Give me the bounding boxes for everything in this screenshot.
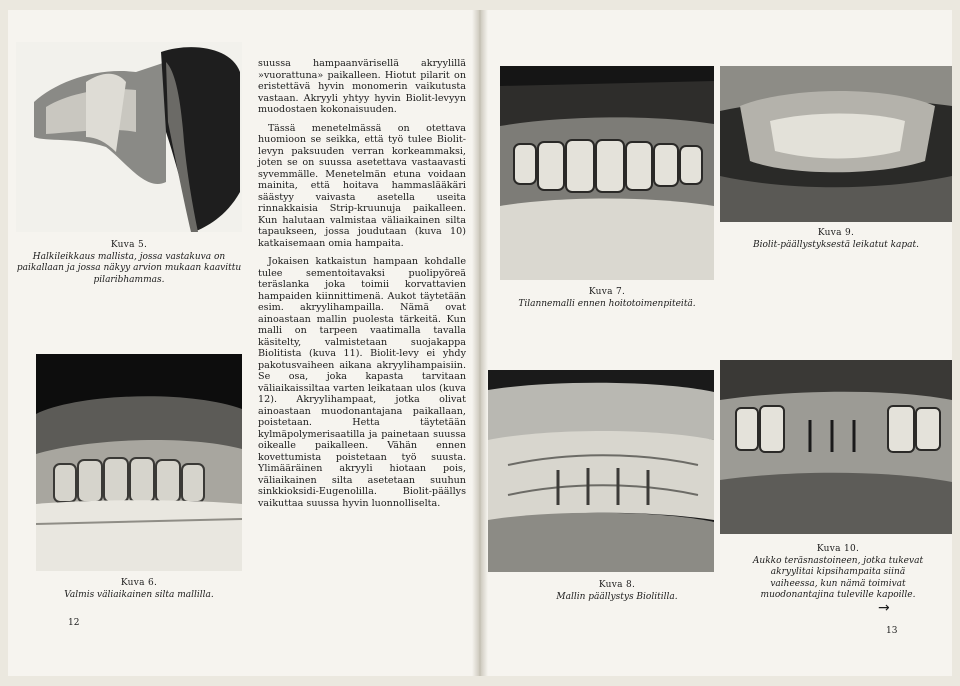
figure-caption-text: Tilannemalli ennen hoitotoimenpiteitä. xyxy=(518,298,696,309)
figure-label: Kuva 6. xyxy=(120,578,158,588)
figure-kuva7-caption xyxy=(500,287,714,310)
figure-label: Kuva 9. xyxy=(817,228,855,238)
figure-caption-text: Biolit-päällystyksestä leikatut kapat. xyxy=(752,239,920,250)
figure-label: Kuva 5. xyxy=(110,240,148,250)
body-paragraph: Jokaisen katkaistun hampaan kohdalle tulee sementoitavaksi puolipyöreä teräslanka joka toimii korvattavien hampaiden kiinnittimenä. Aukot täytetään esim. akryylihampailla. Nämä ovat ainoastaan mallin puolesta tärkeitä. Kun malli on tarpeen vaatimalla tavalla käsitelty, valmistetaan suojakappa Biolitista (kuva 11). Biolit-levy ei yhdy pakotusvaiheen aikana akryylihampaisiin. Se osa, joka kapasta tarvitaan väliaikaissiltaa varten leikataan ulos (kuva 12). Akryylihampaat, jotka olivat ainoastaan muodonantajana paikallaan, poistetaan. Hetta täytetään kylmäpolymerisaatilla ja painetaan suussa oikealle paikalleen. Vähän ennen kovettumista poistetaan työ suusta. Ylimääräinen akryyli hiotaan pois, väliaikainen silta asetetaan suuhun sinkkioksidi-Eugenolilla. Biolit-päällys vaikuttaa suussa hyvin luonnolliselta. xyxy=(258,256,466,509)
figure-kuva5-caption xyxy=(16,240,242,286)
figure-kuva8-photo xyxy=(488,370,714,572)
figure-kuva10-caption xyxy=(750,544,926,602)
figure-kuva9-caption xyxy=(720,228,952,251)
figure-kuva6-caption xyxy=(36,578,242,601)
body-text-column xyxy=(258,58,466,509)
figure-caption-text: Halkileikkaus mallista, jossa vastakuva on paikallaan ja jossa näkyy arvion mukaan kaavittu pilaribhammas. xyxy=(16,251,242,285)
continue-arrow-icon: → xyxy=(878,600,890,616)
book-gutter xyxy=(472,10,488,676)
figure-kuva7-photo xyxy=(500,66,714,280)
figure-label: Kuva 10. xyxy=(816,544,860,554)
figure-caption-text: Valmis väliaikainen silta mallilla. xyxy=(64,589,214,600)
figure-label: Kuva 7. xyxy=(588,287,626,297)
body-paragraph: suussa hampaanvärisellä akryylillä »vuorattuna» paikalleen. Hiotut pilarit on eristettävä hyvin monomerin vaikutusta vastaan. Akryyli yhtyy hyvin Biolit-levyyn muodostaen kokonaisuuden. xyxy=(258,58,466,115)
figure-kuva8-caption xyxy=(520,580,714,603)
figure-kuva6-photo xyxy=(36,354,242,571)
figure-kuva9-photo xyxy=(720,66,952,222)
figure-kuva10-photo xyxy=(720,360,952,534)
figure-kuva5-photo xyxy=(16,42,242,232)
body-paragraph: Tässä menetelmässä on otettava huomioon se seikka, että työ tulee Biolit-levyn paksuuden verran korkeammaksi, joten se on suussa asetettava vastaavasti syvemmälle. Menetelmän etuna voidaan mainita, että hoitava hammaslääkäri säästyy vaivasta asetella useita rinnakkaisia Strip-kruunuja paikalleen. Kun halutaan valmistaa väliaikainen silta tapaukseen, jossa joudutaan (kuva 10) katkaisemaan omia hampaita. xyxy=(258,122,466,249)
figure-label: Kuva 8. xyxy=(598,580,636,590)
page-number-right: 13 xyxy=(886,626,898,636)
figure-caption-text: Aukko teräsnastoineen, jotka tukevat akryylitai kipsihampaita siinä vaiheessa, kun nämä toimivat muodonantajina tuleville kapoille. xyxy=(752,555,924,600)
figure-caption-text: Mallin päällystys Biolitilla. xyxy=(556,591,678,602)
page-number-left: 12 xyxy=(68,618,80,628)
